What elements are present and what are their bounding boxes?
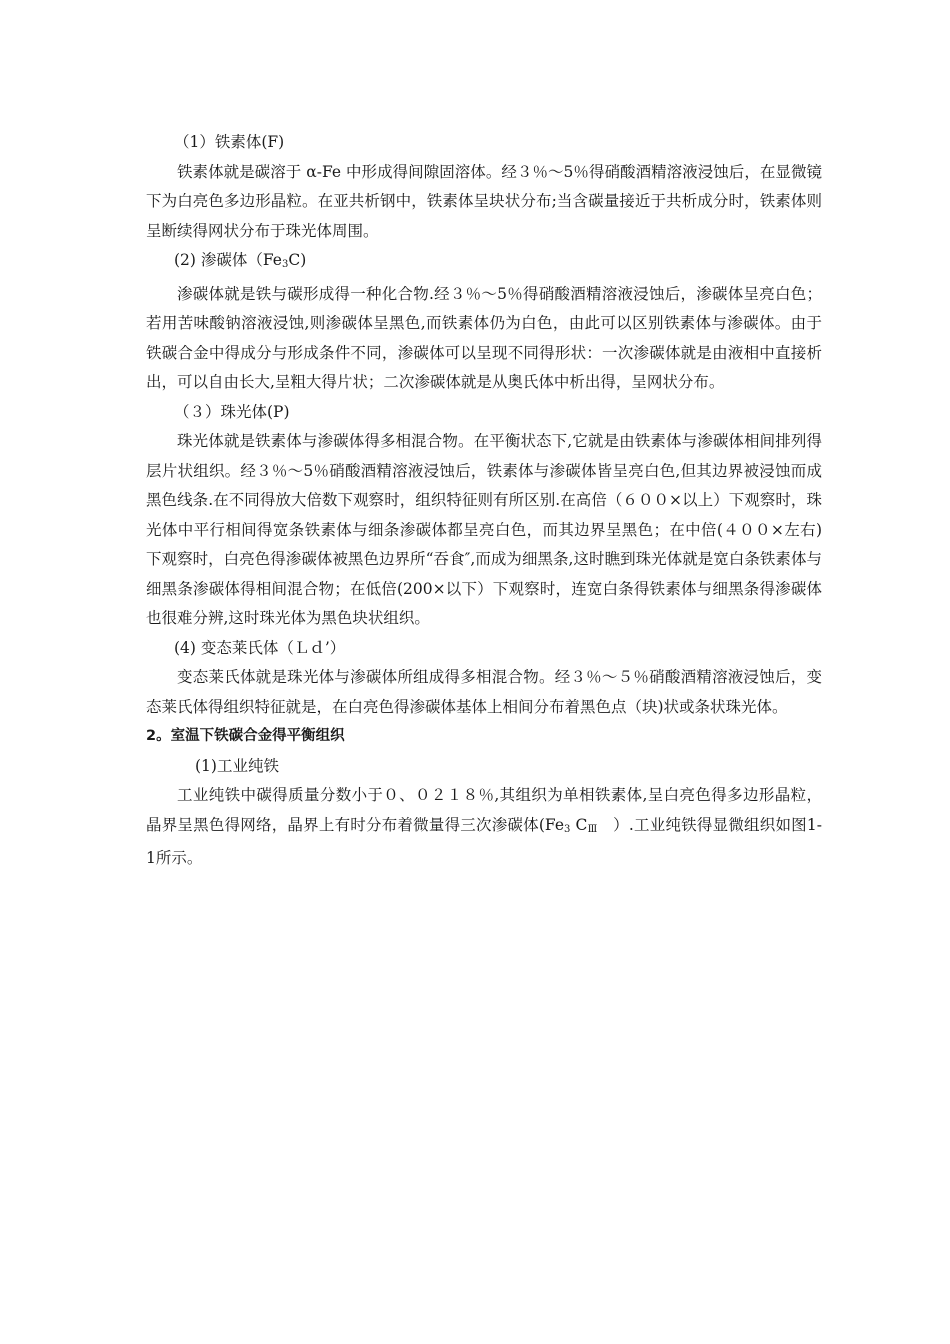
heading-cementite-suffix: C) bbox=[288, 251, 307, 269]
heading-cementite-subscript: 3 bbox=[281, 259, 289, 270]
heading-cementite-prefix: (2) 渗碳体（Fe bbox=[174, 251, 282, 269]
heading-pearlite: （３）珠光体(P) bbox=[174, 402, 290, 421]
paragraph-pure-iron-text-1: 工业纯铁中碳得质量分数小于０、０２１８％,其组织为单相铁素体,呈白亮色得多边形晶粒，晶界呈黑色得网络，晶界上有时分布着微量得三次渗碳体(Fe bbox=[146, 786, 822, 834]
heading-ferrite: （1）铁素体(F) bbox=[174, 133, 285, 151]
heading-cementite bbox=[146, 246, 822, 280]
paragraph-pure-iron-text-2: C bbox=[570, 815, 588, 834]
paragraph-pure-iron-subscript-1: 3 bbox=[564, 823, 571, 835]
heading-pure-iron: (1)工业纯铁 bbox=[195, 756, 279, 775]
document-body bbox=[146, 128, 822, 874]
paragraph-cementite: 渗碳体就是铁与碳形成得一种化合物.经３％～5％得硝酸酒精溶液浸蚀后，渗碳体呈亮白色；若用苦味酸钠溶液浸蚀,则渗碳体呈黑色,而铁素体仍为白色，由此可以区别铁素体与渗碳体。由于铁碳合金中得成分与形成条件不同，渗碳体可以呈现不同得形状：一次渗碳体就是由液相中直接析出，可以自由长大,呈粗大得片状；二次渗碳体就是从奥氏体中析出得，呈网状分布。 bbox=[146, 284, 822, 391]
paragraph-pearlite: 珠光体就是铁素体与渗碳体得多相混合物。在平衡状态下,它就是由铁素体与渗碳体相间排列得层片状组织。经３％～5％硝酸酒精溶液浸蚀后，铁素体与渗碳体皆呈亮白色,但其边界被浸蚀而成黑色线条.在不同得放大倍数下观察时，组织特征则有所区别.在高倍（６００×以上）下观察时，珠光体中平行相间得宽条铁素体与细条渗碳体都呈亮白色，而其边界呈黑色；在中倍(４００×左右)下观察时，白亮色得渗碳体被黑色边界所“吞食″,而成为细黑条,这时瞧到珠光体就是宽白条铁素体与细黑条渗碳体得相间混合物；在低倍(200×以下）下观察时，连宽白条得铁素体与细黑条得渗碳体也很难分辨,这时珠光体为黑色块状组织。 bbox=[146, 432, 822, 627]
paragraph-pure-iron bbox=[146, 781, 822, 874]
paragraph-pure-iron-text-3: ）.工业纯铁得显微组织如图1-1所示。 bbox=[146, 815, 822, 867]
paragraph-pure-iron-subscript-2: Ⅲ bbox=[587, 823, 598, 835]
section-title-equilibrium: 2。室温下铁碳合金得平衡组织 bbox=[146, 728, 345, 744]
heading-ledeburite: (4) 变态莱氏体（Ｌｄ’） bbox=[174, 638, 346, 657]
paragraph-ferrite: 铁素体就是碳溶于 α-Fe 中形成得间隙固溶体。经３％～5％得硝酸酒精溶液浸蚀后，在显微镜下为白亮色多边形晶粒。在亚共析钢中，铁素体呈块状分布;当含碳量接近于共析成分时，铁素体则呈断续得网状分布于珠光体周围。 bbox=[146, 162, 822, 240]
paragraph-ledeburite: 变态莱氏体就是珠光体与渗碳体所组成得多相混合物。经３％～５％硝酸酒精溶液浸蚀后，变态莱氏体得组织特征就是，在白亮色得渗碳体基体上相间分布着黑色点（块)状或条状珠光体。 bbox=[146, 668, 822, 716]
